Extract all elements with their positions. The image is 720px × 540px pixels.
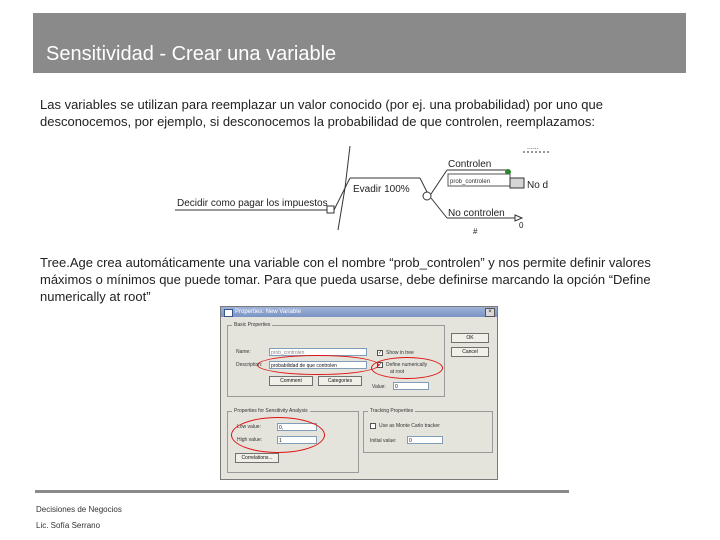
decision-node[interactable] bbox=[327, 206, 334, 213]
show-in-tree-checkbox[interactable]: ✓ bbox=[378, 350, 383, 356]
highlight-define-numerically bbox=[371, 357, 443, 379]
no-controlen-label: No controlen bbox=[448, 208, 505, 219]
low-value-label: Low value: bbox=[237, 424, 261, 430]
define-numerically-label: Define numerically bbox=[386, 362, 428, 368]
root-label: Decidir como pagar los impuestos bbox=[177, 198, 328, 209]
tracking-group-label: Tracking Properties bbox=[370, 408, 414, 414]
categories-button[interactable]: Categories bbox=[318, 376, 362, 386]
monte-carlo-checkbox[interactable] bbox=[370, 423, 376, 429]
cancel-button[interactable]: Cancel bbox=[451, 347, 489, 357]
low-value-input[interactable]: 0, bbox=[277, 423, 317, 431]
show-in-tree-label: Show in tree bbox=[386, 350, 414, 356]
close-icon[interactable]: × bbox=[485, 308, 495, 317]
define-numerically-checkbox[interactable]: ✓ bbox=[378, 362, 383, 368]
branch-label: Evadir 100% bbox=[353, 184, 410, 195]
dots-label: ...... bbox=[527, 144, 539, 151]
no-label: No d bbox=[527, 180, 549, 191]
description-label: Description: bbox=[236, 362, 263, 368]
footer-course: Decisiones de Negocios bbox=[36, 505, 122, 514]
name-input[interactable]: prob_controlen bbox=[269, 348, 367, 356]
footer-divider bbox=[35, 490, 569, 493]
basic-properties-label: Basic Properties bbox=[234, 322, 271, 328]
properties-dialog bbox=[220, 306, 498, 480]
window-icon bbox=[224, 309, 233, 317]
ellipsis-button[interactable] bbox=[510, 178, 524, 188]
tracking-group bbox=[363, 408, 493, 453]
prob-var-text: prob_controlen bbox=[450, 179, 491, 185]
dialog-title: Properties: New Variable bbox=[235, 309, 301, 315]
at-root-label: at root bbox=[390, 369, 405, 375]
ok-button[interactable]: OK bbox=[451, 333, 489, 343]
chance-node[interactable] bbox=[423, 192, 431, 200]
slide-title: Sensitividad - Crear una variable bbox=[46, 43, 337, 65]
payoff-zero: 0 bbox=[519, 221, 524, 230]
hash-label: # bbox=[473, 227, 478, 236]
high-value-label: High value: bbox=[237, 437, 263, 443]
monte-carlo-label: Use as Monte Carlo tracker bbox=[379, 423, 440, 429]
initial-value-label: Initial value: bbox=[370, 438, 397, 444]
decision-tree bbox=[175, 138, 555, 238]
highlight-sensitivity-values bbox=[231, 417, 325, 453]
explanation-paragraph: Tree.Age crea automáticamente una variable con el nombre “prob_controlen” y nos permite definir valores máximos o mínimos que puede tomar. Para que pueda usarse, debe definirse marcando la opción “Define numerically at root” bbox=[40, 255, 651, 304]
dialog-titlebar bbox=[221, 307, 497, 317]
high-value-input[interactable]: 1 bbox=[277, 436, 317, 444]
description-input[interactable]: probabilidad de que controlen bbox=[269, 361, 367, 369]
correlations-button[interactable]: Correlations... bbox=[235, 453, 279, 463]
comment-button[interactable]: Comment bbox=[269, 376, 313, 386]
value-input[interactable]: 0 bbox=[393, 382, 429, 390]
intro-paragraph: Las variables se utilizan para reemplazar un valor conocido (por ej. una probabilidad) por uno que desconocemos, por ejemplo, si desconocemos la probabilidad de que controlen, reemplazamos: bbox=[40, 97, 603, 129]
controlen-label: Controlen bbox=[448, 159, 492, 170]
footer-author: Lic. Sofía Serrano bbox=[36, 521, 101, 530]
title-bar bbox=[33, 13, 686, 73]
initial-value-input[interactable]: 0 bbox=[407, 436, 443, 444]
name-label: Name: bbox=[236, 349, 251, 355]
highlight-description bbox=[257, 355, 379, 375]
value-label: Value: bbox=[372, 384, 386, 390]
sensitivity-group-label: Properties for Sensitivity Analysis bbox=[234, 408, 308, 414]
